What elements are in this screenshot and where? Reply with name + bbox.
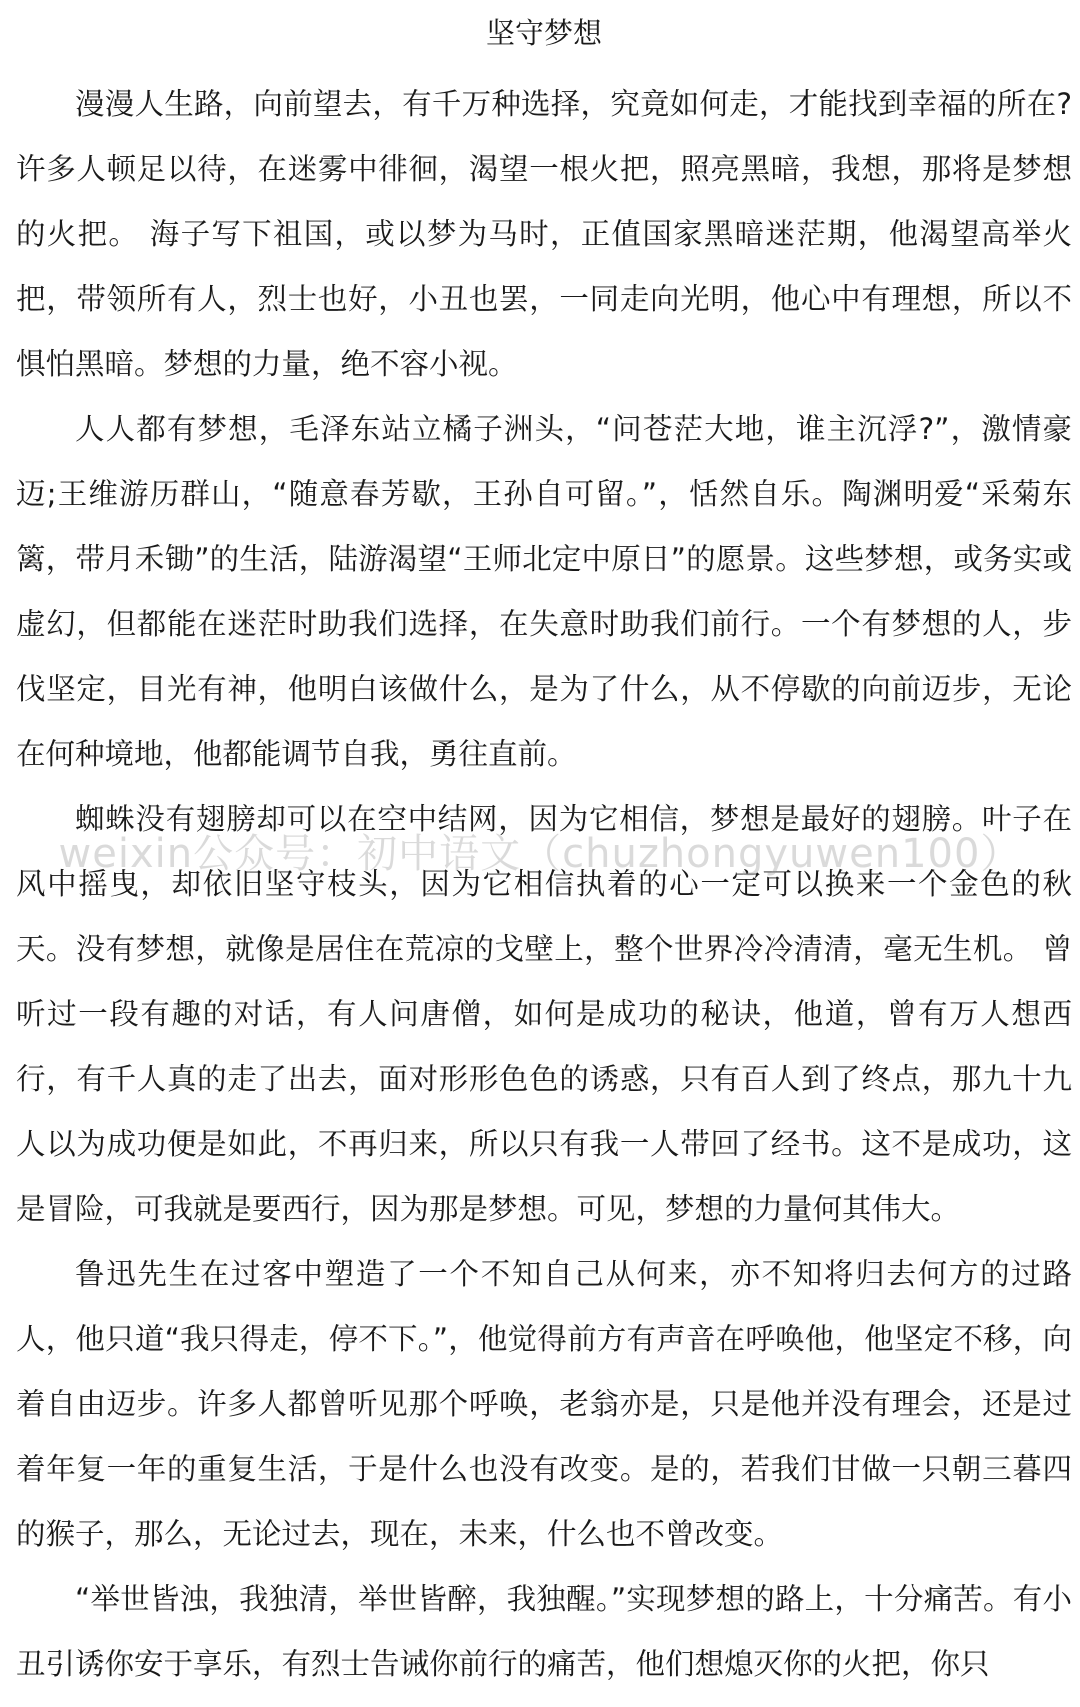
paragraph: 蜘蛛没有翅膀却可以在空中结网，因为它相信，梦想是最好的翅膀。叶子在风中摇曳，却依旧坚守枝头，因为它相信执着的心一定可以换来一个金色的秋天。没有梦想，就像是居住在荒凉的戈壁上，整个世界冷冷清清，毫无生机。 曾听过一段有趣的对话，有人问唐僧，如何是成功的秘诀，他道，曾有万人想西行，有千人真的走了出去，面对形形色色的诱惑，只有百人到了终点，那九十九人以为成功便是如此，不再归来，所以只有我一人带回了经书。这不是成功，这是冒险，可我就是要西行，因为那是梦想。可见，梦想的力量何其伟大。 [16, 802, 1072, 1226]
paragraph: 鲁迅先生在过客中塑造了一个不知自己从何来，亦不知将归去何方的过路人，他只道“我只得走，停不下。”，他觉得前方有声音在呼唤他，他坚定不移，向着自由迈步。许多人都曾听见那个呼唤，老翁亦是，只是他并没有理会，还是过着年复一年的重复生活，于是什么也没有改变。是的，若我们甘做一只朝三暮四的猴子，那么，无论过去，现在，未来，什么也不曾改变。 [16, 1257, 1072, 1551]
paragraph: 人人都有梦想，毛泽东站立橘子洲头，“问苍茫大地，谁主沉浮?”，激情豪迈;王维游历群山，“随意春芳歇，王孙自可留。”，恬然自乐。陶渊明爱“采菊东篱，带月禾锄”的生活，陆游渴望“王师北定中原日”的愿景。这些梦想，或务实或虚幻，但都能在迷茫时助我们选择，在失意时助我们前行。一个有梦想的人，步伐坚定，目光有神，他明白该做什么，是为了什么，从不停歇的向前迈步，无论在何种境地，他都能调节自我，勇往直前。 [16, 412, 1072, 771]
document-title: 坚守梦想 [485, 16, 602, 50]
paragraph: “举世皆浊，我独清，举世皆醉，我独醒。”实现梦想的路上，十分痛苦。有小丑引诱你安于享乐，有烈士告诫你前行的痛苦，他们想熄灭你的火把，你只 [16, 1582, 1072, 1681]
watermark: weixin公众号：初中语文（chuzhongyuwen100） [58, 831, 1022, 877]
paragraph: 漫漫人生路，向前望去，有千万种选择，究竟如何走，才能找到幸福的所在?许多人顿足以待，在迷雾中徘徊，渴望一根火把，照亮黑暗，我想，那将是梦想的火把。 海子写下祖国，或以梦为马时，正值国家黑暗迷茫期，他渴望高举火把，带领所有人，烈士也好，小丑也罢，一同走向光明，他心中有理想，所以不惧怕黑暗。梦想的力量，绝不容小视。 [16, 87, 1072, 381]
